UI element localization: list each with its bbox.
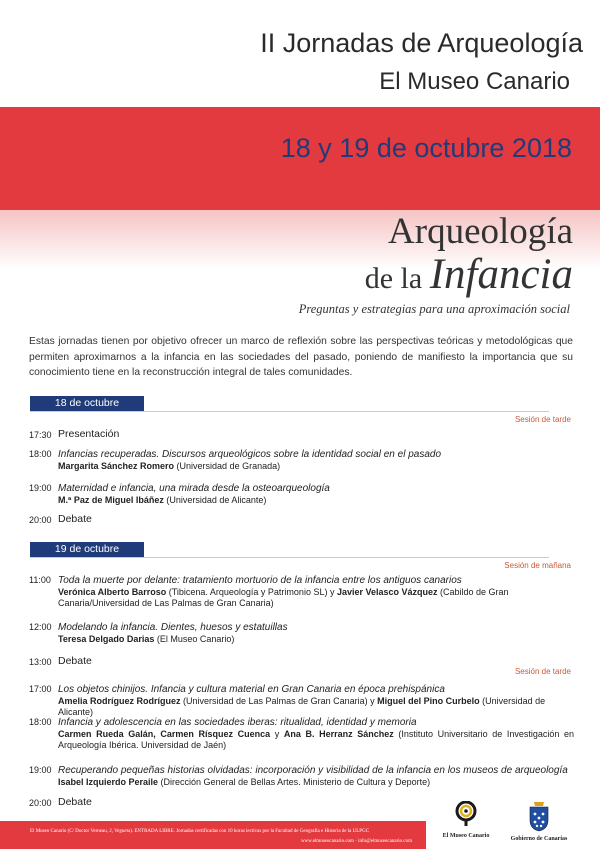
- item-title: Infancias recuperadas. Discursos arqueológicos sobre la identidad social en el pasado: [58, 449, 442, 460]
- item-speaker-2: Javier Velasco Vázquez: [336, 586, 438, 597]
- item-affiliation: (El Museo Canario): [154, 633, 235, 644]
- item-speaker-2: Ana B. Herranz Sánchez: [283, 728, 394, 739]
- item-speaker: Margarita Sánchez Romero: [58, 460, 175, 471]
- theme-prefix: de la: [364, 262, 430, 295]
- day2-header: [30, 542, 549, 558]
- event-dates: 18 y 19 de octubre 2018: [280, 133, 572, 163]
- item-title: Toda la muerte por delante: tratamiento mortuorio de la infancia entre los antiguos canarios: [58, 575, 462, 586]
- item-speaker: Carmen Rueda Galán, Carmen Rísquez Cuenca: [58, 728, 271, 739]
- program-item: [29, 717, 574, 752]
- item-title: Recuperando pequeñas historias olvidadas: incorporación y visibilidad de la infancia en los museos de arqueología: [58, 765, 568, 776]
- item-affiliation-2: (Universidad de Alicante): [58, 695, 546, 717]
- theme-subtitle: Preguntas y estrategias para una aproximación social: [298, 302, 570, 316]
- theme-emphasis: Infancia: [429, 251, 573, 298]
- item-speaker-2: Miguel del Pino Curbelo: [377, 695, 480, 706]
- item-time: 20:00: [29, 798, 52, 808]
- program-item: [29, 656, 574, 668]
- item-title: Debate: [58, 513, 92, 525]
- footer-band: [0, 821, 426, 849]
- intro-paragraph: Estas jornadas tienen por objetivo ofrecer un marco de reflexión sobre las perspectivas teóricas y metodológicas que permiten aproximarnos a la infancia en las sociedades del pasado, poniendo de manifiesto la importancia que su conocimiento tiene en la reconstrucción integral de tales comunidades.: [29, 336, 573, 378]
- item-speaker: Amelia Rodríguez Rodríguez: [58, 695, 181, 706]
- item-affiliation: (Universidad de Alicante): [163, 494, 267, 505]
- item-time: 20:00: [29, 515, 52, 525]
- museo-canario-logo-text: El Museo Canario: [442, 833, 490, 839]
- program-item: [29, 684, 574, 719]
- item-affiliation: (Universidad de Las Palmas de Gran Canaria) y: [180, 695, 378, 706]
- item-time: 19:00: [29, 483, 52, 493]
- footer-contact: www.elmuseocanario.com · info@elmuseocanario.com: [300, 839, 412, 844]
- item-affiliation: y: [270, 728, 284, 739]
- item-speaker: Teresa Delgado Darias: [58, 633, 155, 644]
- theme-title-line1: Arqueología: [388, 211, 573, 252]
- day1-session: Sesión de tarde: [514, 415, 571, 424]
- theme-title-line2: [0, 250, 573, 299]
- program-item: [29, 514, 574, 526]
- event-venue: El Museo Canario: [379, 68, 570, 95]
- program-item: [29, 575, 574, 610]
- gobierno-canarias-logo-text: Gobierno de Canarias: [510, 836, 568, 842]
- item-speaker: Isabel Izquierdo Peraile: [58, 776, 159, 787]
- item-title: Modelando la infancia. Dientes, huesos y estatuillas: [58, 622, 288, 633]
- program-item: [29, 622, 574, 645]
- program-item: [29, 765, 574, 788]
- item-time: 17:00: [29, 684, 52, 694]
- item-time: 18:00: [29, 449, 52, 459]
- item-title: Infancia y adolescencia en las sociedades iberas: ritualidad, identidad y memoria: [58, 717, 417, 728]
- item-time: 18:00: [29, 717, 52, 727]
- program-item: [29, 483, 574, 506]
- item-time: 17:30: [29, 430, 52, 440]
- museo-canario-logo-icon: [455, 801, 477, 827]
- item-time: 13:00: [29, 657, 52, 667]
- gobierno-canarias-logo-icon: [526, 800, 552, 832]
- footer-info: El Museo Canario (C/ Doctor Verneau, 2, Vegueta). ENTRADA LIBRE. Jornadas certificadas con 10 horas lectivas por la Facultad de Geografía e Historia de la ULPGC: [30, 829, 370, 834]
- item-affiliation-2: (Cabildo de Gran Canaria/Universidad de Las Palmas de Gran Canaria): [58, 586, 509, 608]
- day2-label: 19 de octubre: [30, 542, 144, 557]
- item-speaker: M.ª Paz de Miguel Ibáñez: [58, 494, 164, 505]
- item-affiliation: (Dirección General de Bellas Artes. Ministerio de Cultura y Deporte): [158, 776, 431, 787]
- item-title: Presentación: [58, 428, 120, 440]
- program-item: [29, 429, 574, 441]
- day2-session-afternoon: Sesión de tarde: [514, 667, 571, 676]
- item-time: 19:00: [29, 765, 52, 775]
- item-affiliation: (Universidad de Granada): [174, 460, 281, 471]
- item-affiliation-2: (Instituto Universitario de Investigación en Arqueología Ibérica. Universidad de Jaén): [58, 728, 574, 750]
- day2-session-morning: Sesión de mañana: [504, 561, 571, 570]
- item-title: Debate: [58, 655, 92, 667]
- item-affiliation: (Tibicena. Arqueología y Patrimonio SL) y: [166, 586, 337, 597]
- program-item: [29, 797, 574, 809]
- day1-label: 18 de octubre: [30, 396, 144, 411]
- item-time: 12:00: [29, 622, 52, 632]
- item-speaker: Verónica Alberto Barroso: [58, 586, 167, 597]
- item-title: Debate: [58, 796, 92, 808]
- day1-header: [30, 396, 549, 412]
- event-title: II Jornadas de Arqueología: [260, 28, 583, 58]
- program-item: [29, 449, 574, 472]
- item-time: 11:00: [29, 575, 51, 585]
- item-title: Maternidad e infancia, una mirada desde la osteoarqueología: [58, 483, 330, 494]
- item-title: Los objetos chinijos. Infancia y cultura material en Gran Canaria en época prehispánica: [58, 684, 445, 695]
